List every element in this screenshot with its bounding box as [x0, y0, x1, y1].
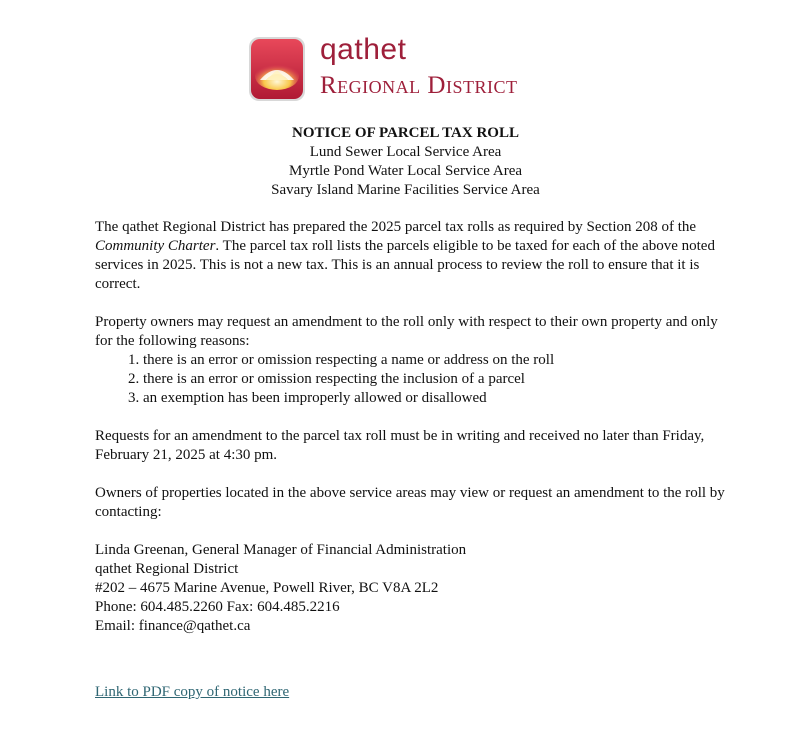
regional-district-logo-icon — [248, 36, 306, 102]
community-charter-emphasis: Community Charter — [95, 238, 216, 254]
reasons-list — [95, 351, 725, 408]
amendment-paragraph: Property owners may request an amendment to the roll only with respect to their own property and only for the following reasons: — [95, 314, 718, 349]
deadline-paragraph: Requests for an amendment to the parcel tax roll must be in writing and received no later than Friday, February 21, 2025 at 4:30 pm. — [95, 428, 705, 463]
contact-block — [95, 541, 725, 636]
contact-phone: Phone: 604.485.2260 Fax: 604.485.2216 — [95, 599, 340, 615]
notice-heading — [0, 124, 811, 200]
logo-word-qathet: qathet — [320, 33, 407, 66]
view-paragraph: Owners of properties located in the above service areas may view or request an amendment to the roll by contacting: — [95, 485, 725, 520]
contact-address: #202 – 4675 Marine Avenue, Powell River, BC V8A 2L2 — [95, 580, 439, 596]
service-area-line: Savary Island Marine Facilities Service Area — [271, 182, 540, 198]
contact-email: Email: finance@qathet.ca — [95, 618, 251, 634]
logo — [248, 33, 578, 106]
notice-title: NOTICE OF PARCEL TAX ROLL — [292, 125, 519, 141]
notice-body — [95, 218, 725, 636]
contact-name: Linda Greenan, General Manager of Financial Administration — [95, 542, 467, 558]
intro-text: The qathet Regional District has prepared the 2025 parcel tax rolls as required by Section 208 of the — [95, 219, 697, 235]
contact-org: qathet Regional District — [95, 561, 239, 577]
service-area-line: Myrtle Pond Water Local Service Area — [288, 163, 523, 179]
list-item: 3. an exemption has been improperly allowed or disallowed — [143, 389, 725, 408]
service-area-line: Lund Sewer Local Service Area — [309, 144, 502, 160]
intro-paragraph — [95, 218, 725, 294]
list-item: 1. there is an error or omission respecting a name or address on the roll — [143, 351, 725, 370]
intro-text-continued: . The parcel tax roll lists the parcels eligible to be taxed for each of the above noted services in 2025. This is not a new tax. This is an annual process to review the roll to ensure that it is correct. — [95, 238, 715, 292]
pdf-notice-link[interactable]: Link to PDF copy of notice here — [95, 684, 290, 700]
logo-word-regional-district: Regional District — [320, 72, 518, 99]
list-item: 2. there is an error or omission respecting the inclusion of a parcel — [143, 370, 725, 389]
